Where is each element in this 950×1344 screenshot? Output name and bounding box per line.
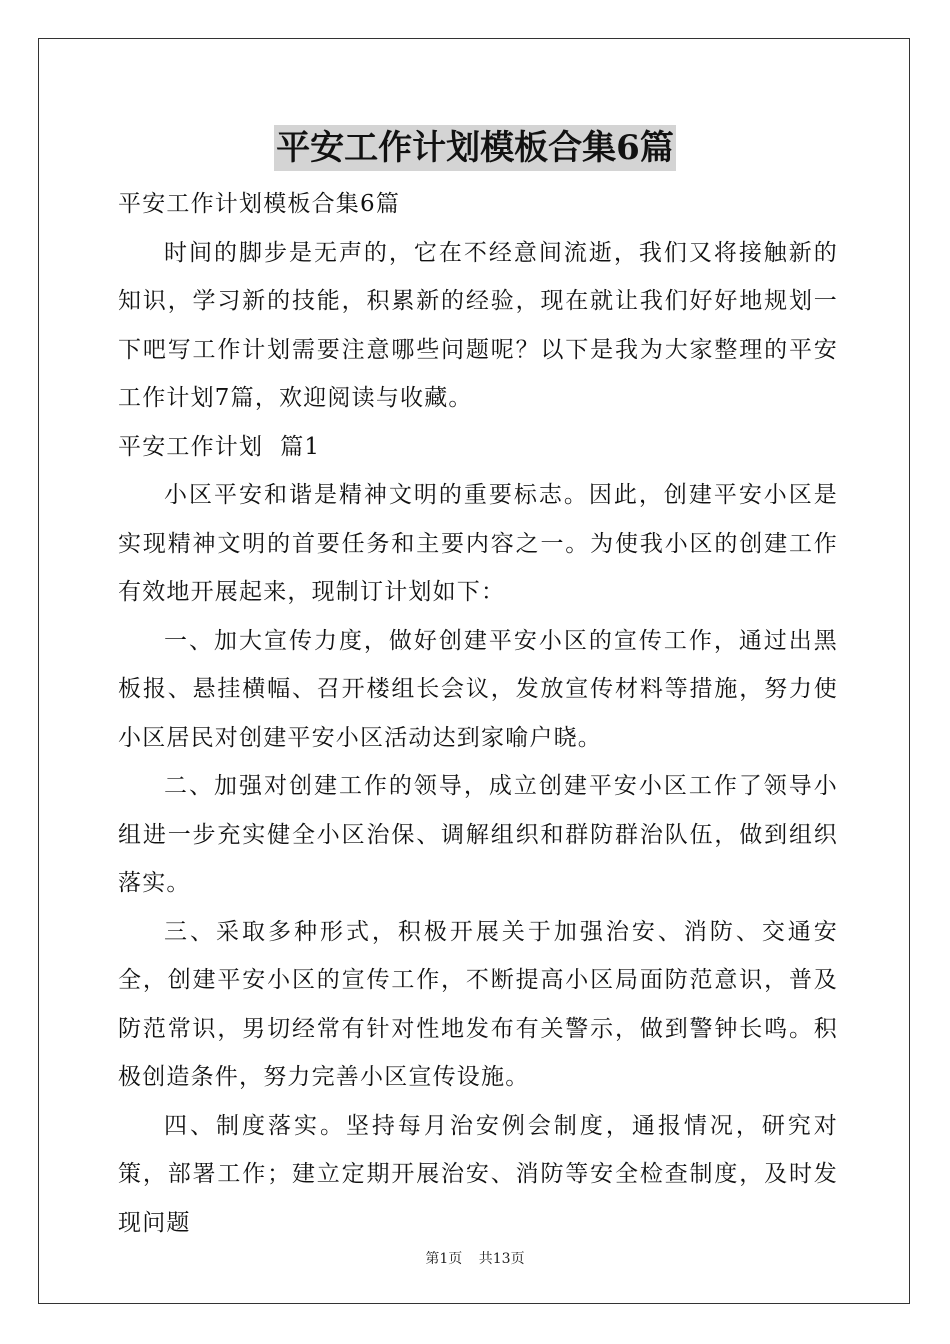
page-footer: [0, 1248, 950, 1268]
body-paragraph: 二、加强对创建工作的领导，成立创建平安小区工作了领导小组进一步充实健全小区治保、调解组织和群防群治队伍，做到组织落实。: [118, 773, 838, 896]
body-paragraph: 小区平安和谐是精神文明的重要标志。因此，创建平安小区是实现精神文明的首要任务和主要内容之一。为使我小区的创建工作有效地开展起来，现制订计划如下：: [118, 482, 838, 605]
section-heading: 平安工作计划 篇1: [118, 433, 321, 460]
body-paragraph: 四、制度落实。坚持每月治安例会制度，通报情况，研究对策，部署工作；建立定期开展治安、消防等安全检查制度，及时发现问题: [118, 1112, 838, 1236]
page-total: 共13页: [478, 1251, 525, 1267]
document-title: 平安工作计划模板合集6篇: [274, 125, 676, 171]
body-paragraph: 三、采取多种形式，积极开展关于加强治安、消防、交通安全，创建平安小区的宣传工作，不断提高小区局面防范意识，普及防范常识，男切经常有针对性地发布有关警示，做到警钟长鸣。积极创造条件，努力完善小区宣传设施。: [118, 918, 838, 1090]
title-container: [0, 125, 950, 171]
body-paragraph: 一、加大宣传力度，做好创建平安小区的宣传工作，通过出黑板报、悬挂横幅、召开楼组长会议，发放宣传材料等措施，努力使小区居民对创建平安小区活动达到家喻户晓。: [118, 627, 838, 751]
intro-paragraph: 时间的脚步是无声的，它在不经意间流逝，我们又将接触新的知识，学习新的技能，积累新的经验，现在就让我们好好地规划一下吧写工作计划需要注意哪些问题呢？以下是我为大家整理的平安工作计划7篇，欢迎阅读与收藏。: [118, 239, 838, 411]
page-number: 第1页: [425, 1251, 463, 1267]
document-subtitle: 平安工作计划模板合集6篇: [118, 191, 401, 217]
document-body: [118, 180, 838, 1247]
